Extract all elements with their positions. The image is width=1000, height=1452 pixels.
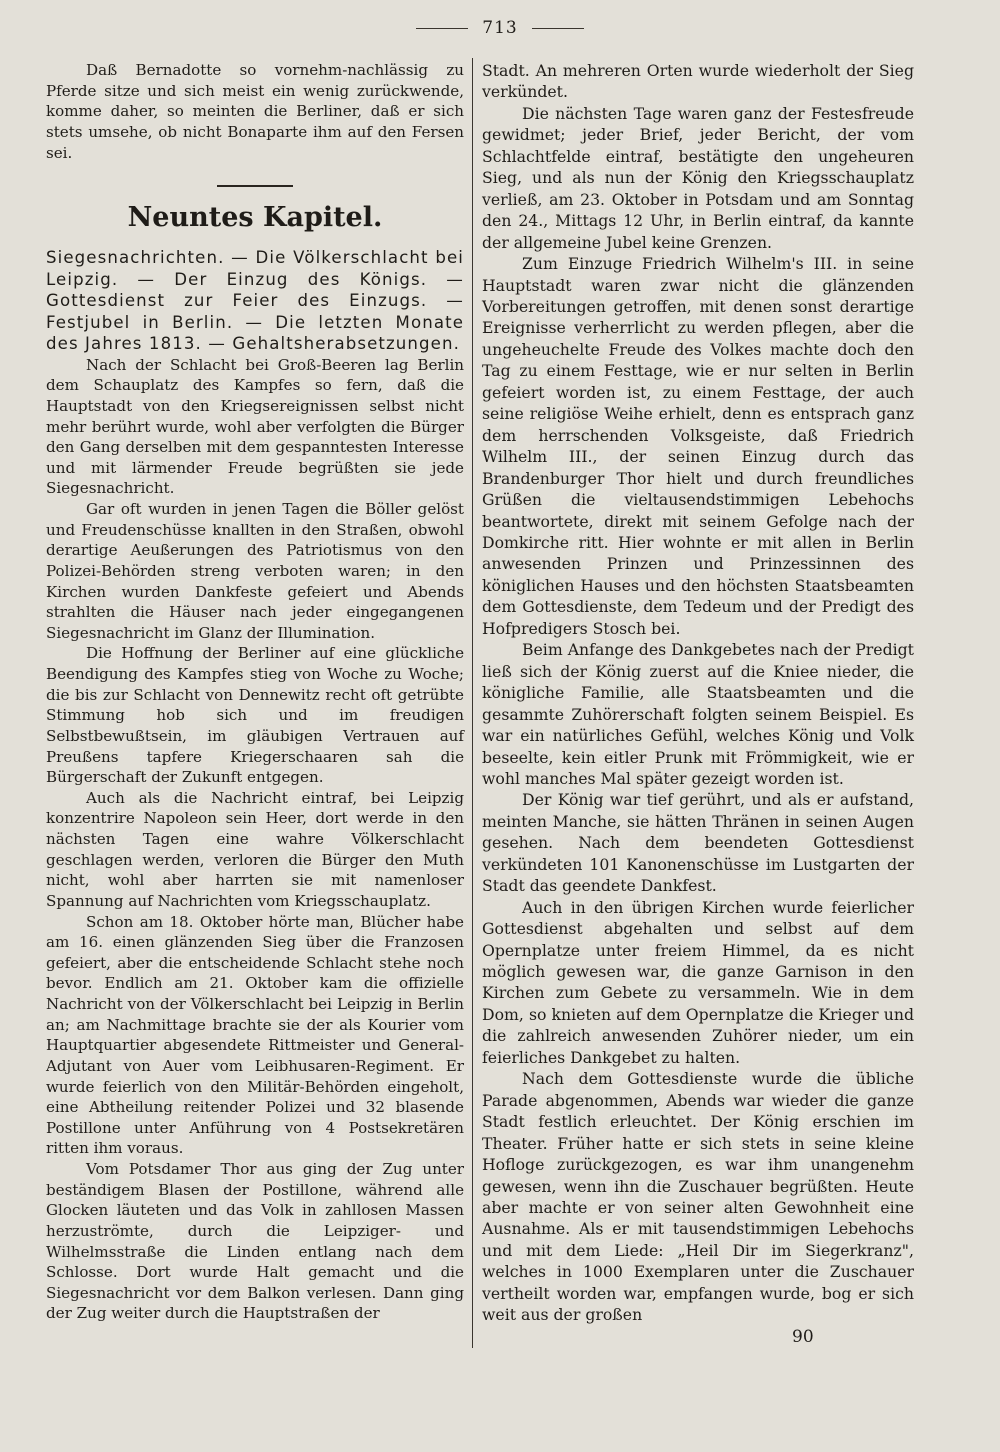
paragraph: Vom Potsdamer Thor aus ging der Zug unter beständigem Blasen der Postillone, während alle Glocken läuteten und das Volk in zahllosen Massen herzuströmte, durch die Leipziger- und Wilhelmsstraße die Linden entlang nach dem Schlosse. Dort wurde Halt gemacht und die Siegesnachricht vor dem Balkon verlesen. Dann ging der Zug weiter durch die Hauptstraßen der (46, 1160, 464, 1323)
intro-paragraph: Daß Bernadotte so vornehm-nachlässig zu Pferde sitze und sich meist ein wenig zurückwende, komme daher, so meinten die Berliner, daß er sich stets umsehe, ob nicht Bonaparte ihm auf den Fersen sei. (46, 61, 464, 162)
paragraph: Nach dem Gottesdienste wurde die übliche Parade abgenommen, Abends war wieder die ganze Stadt festlich erleuchtet. Der König erschien im Theater. Früher hatte er sich stets in seine kleine Hofloge zurückgezogen, es war ihm unangenehm gewesen, wenn ihn die Zuschauer begrüßten. Heute aber machte er von seiner alten Gewohnheit eine Ausnahme. Als er mit tausendstimmigen Lebehochs und mit dem Liede: „Heil Dir im Siegerkranz", welches in 1000 Exemplaren unter die Zuschauer vertheilt worden war, empfangen wurde, bog er sich weit aus der großen (482, 1069, 914, 1325)
chapter-title: Neuntes Kapitel. (127, 202, 383, 234)
paragraph: Nach der Schlacht bei Groß-Beeren lag Berlin dem Schauplatz des Kampfes so fern, daß die Hauptstadt von den Kriegsereignissen selbst nicht mehr berührt wurde, wohl aber verfolgten die Bürger den Gang derselben mit dem gespanntesten Interesse und mit lärmender Freude begrüßten sie jede Siegesnachricht. (46, 355, 464, 498)
page-header (0, 18, 1000, 38)
left-column (46, 60, 464, 1324)
section-separator (217, 185, 293, 187)
paragraph: Gar oft wurden in jenen Tagen die Böller gelöst und Freudenschüsse knallten in den Straßen, obwohl derartige Aeußerungen des Patriotismus von den Polizei-Behörden streng verboten waren; in den Kirchen wurden Dankfeste gefeiert und Abends strahlten die Häuser nach jeder eingegangenen Siegesnachricht im Glanz der Illumination. (46, 500, 464, 642)
paragraph: Schon am 18. Oktober hörte man, Blücher habe am 16. einen glänzenden Sieg über die Franzosen gefeiert, aber die entscheidende Schlacht stehe noch bevor. Endlich am 21. Oktober kam die offizielle Nachricht von der Völkerschlacht bei Leipzig in Berlin an; am Nachmittage brachte sie der als Kourier vom Hauptquartier abgesendete Rittmeister und General-Adjutant von Auer vom Leibhusaren-Regiment. Er wurde feierlich von den Militär-Behörden eingeholt, eine Abtheilung reitender Polizei und 32 blasende Postillone unter Anführung von 4 Postsekretären ritten ihm voraus. (46, 912, 464, 1158)
header-rule-right (532, 28, 584, 29)
paragraph: Auch in den übrigen Kirchen wurde feierlicher Gottesdienst abgehalten und selbst auf dem Opernplatze unter freiem Himmel, da es nicht möglich gewesen war, die ganze Garnison in den Kirchen zum Gebete zu versammeln. Wie in dem Dom, so knieten auf dem Opernplatze die Krieger und die zahlreich anwesenden Zuhörer nieder, um ein feierliches Dankgebet zu halten. (482, 897, 914, 1067)
paragraph: Auch als die Nachricht eintraf, bei Leipzig konzentrire Napoleon sein Heer, dort werde in den nächsten Tagen eine wahre Völkerschlacht geschlagen werden, verloren die Bürger den Muth nicht, wohl aber harrten sie mit namenloser Spannung auf Nachrichten vom Kriegsschauplatz. (46, 788, 464, 910)
column-divider (472, 58, 473, 1348)
signature-mark: 90 (792, 1327, 814, 1347)
page-number: 713 (482, 18, 518, 38)
paragraph: Die Hoffnung der Berliner auf eine glückliche Beendigung des Kampfes stieg von Woche zu Woche; die bis zur Schlacht von Dennewitz recht oft getrübte Stimmung hob sich und im freudigen Selbstbewußtsein, im gläubigen Vertrauen auf Preußens tapfere Kriegerschaaren sah die Bürgerschaft der Zukunft entgegen. (46, 644, 464, 787)
paragraph: Die nächsten Tage waren ganz der Festesfreude gewidmet; jeder Brief, jeder Bericht, der vom Schlachtfelde eintraf, bestätigte den ungeheuren Sieg, und als nun der König den Kriegsschauplatz verließ, am 23. Oktober in Potsdam und am Sonntag den 24., Mittags 12 Uhr, in Berlin eintraf, da kannte der allgemeine Jubel keine Grenzen. (482, 103, 914, 252)
paragraph: Der König war tief gerührt, und als er aufstand, meinten Manche, sie hätten Thränen in seinen Augen gesehen. Nach dem beendeten Gottesdienst verkündeten 101 Kanonenschüsse im Lustgarten der Stadt das geendete Dankfest. (482, 790, 914, 896)
right-column (482, 60, 914, 1326)
paragraph: Beim Anfange des Dankgebetes nach der Predigt ließ sich der König zuerst auf die Kniee nieder, die königliche Familie, alle Staatsbeamten und die gesammte Zuhörerschaft folgten seinem Beispiel. Es war ein natürliches Gefühl, welches König und Volk beseelte, kein eitler Prunk mit Frömmigkeit, wie er wohl manches Mal später gezeigt worden ist. (482, 640, 914, 788)
continuation-paragraph: Stadt. An mehreren Orten wurde wiederholt der Sieg verkündet. (482, 61, 914, 102)
header-rule-left (416, 28, 468, 29)
paragraph: Zum Einzuge Friedrich Wilhelm's III. in seine Hauptstadt waren zwar nicht die glänzenden Vorbereitungen getroffen, mit denen sonst derartige Ereignisse verherrlicht zu werden pflegen, aber die ungeheuchelte Freude des Volkes machte doch den Tag zu einem Festtage, wie er nur selten in Berlin gefeiert worden ist, zu einem Festtage, der auch seine religiöse Weihe erhielt, denn es entsprach ganz dem herrschenden Volksgeiste, daß Friedrich Wilhelm III., der seinen Einzug durch das Brandenburger Thor hielt und durch freundliches Grüßen die vieltausendstimmigen Lebehochs beantwortete, direkt mit seinem Gefolge nach der Domkirche ritt. Hier wohnte er mit allen in Berlin anwesenden Prinzen und Prinzessinnen des königlichen Hauses und den höchsten Staatsbeamten dem Gottesdienste, dem Tedeum und der Predigt des Hofpredigers Stosch bei. (482, 254, 914, 638)
chapter-summary: Siegesnachrichten. — Die Völkerschlacht bei Leipzig. — Der Einzug des Königs. — Gottesdienst zur Feier des Einzugs. — Festjubel in Berlin. — Die letzten Monate des Jahres 1813. — Gehaltsherabsetzungen. (46, 248, 464, 354)
